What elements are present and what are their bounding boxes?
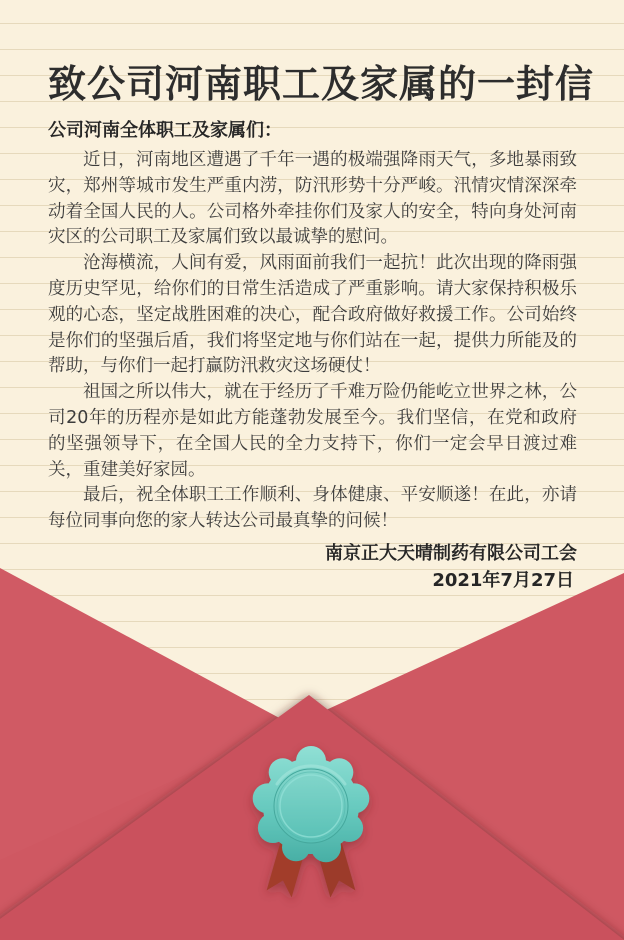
letter-date: 2021年7月27日 — [432, 569, 574, 591]
letter-paragraph-2: 沧海横流，人间有爱，风雨面前我们一起抗！此次出现的降雨强度历史罕见，给你们的日常生活造成了严重影响。请大家保持积极乐观的心态，坚定战胜困难的决心，配合政府做好救援工作。公司始终是你们的坚强后盾，我们将坚定地与你们站在一起，提供力所能及的帮助，与你们一起打赢防汛救灾这场硬仗！ — [48, 253, 577, 377]
letter-paragraph-3: 祖国之所以伟大，就在于经历了千难万险仍能屹立世界之林，公司20年的历程亦是如此方能蓬勃发展至今。我们坚信，在党和政府的坚强领导下，在全国人民的全力支持下，你们一定会早日渡过难关，重建美好家园。 — [48, 382, 577, 480]
letter-title: 致公司河南职工及家属的一封信 — [48, 61, 595, 106]
wax-disc — [274, 769, 348, 843]
letter-salutation: 公司河南全体职工及家属们： — [48, 120, 282, 141]
letter-paragraph-4: 最后，祝全体职工工作顺利、身体健康、平安顺遂！在此，亦请每位同事向您的家人转达公司最真挚的问候！ — [48, 485, 577, 532]
letter-paragraph-1: 近日，河南地区遭遇了千年一遇的极端强降雨天气，多地暴雨致灾，郑州等城市发生严重内涝，防汛形势十分严峻。汛情灾情深深牵动着全国人民的人。公司格外牵挂你们及家人的安全，特向身处河南灾区的公司职工及家属们致以最诚挚的慰问。 — [48, 150, 577, 248]
letter-signature: 南京正大天晴制药有限公司工会 — [325, 542, 577, 564]
